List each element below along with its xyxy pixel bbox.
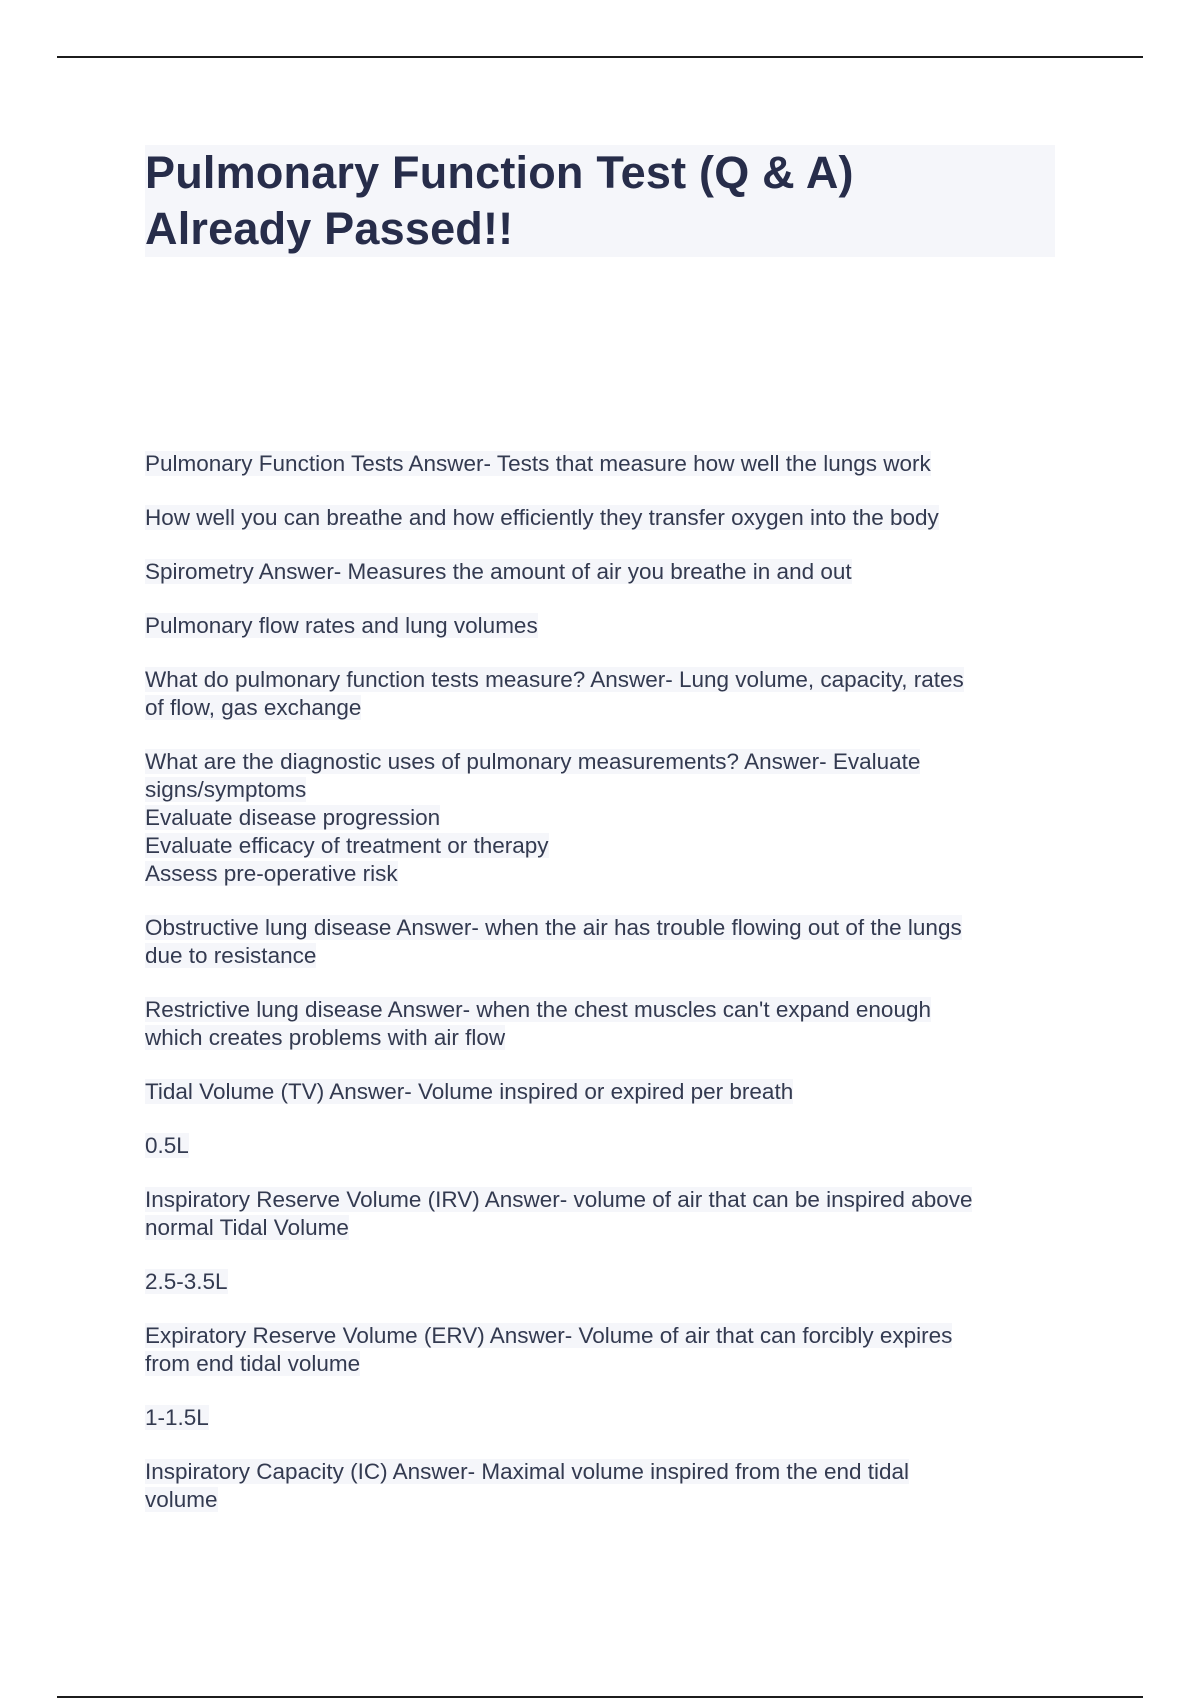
qa-item <box>145 748 1055 888</box>
qa-item <box>145 1268 1055 1296</box>
qa-line: Restrictive lung disease Answer- when the chest muscles can't expand enough <box>145 997 931 1022</box>
title-line: Already Passed!! <box>145 203 514 254</box>
qa-line: Assess pre-operative risk <box>145 861 398 886</box>
qa-content <box>145 450 1055 1540</box>
qa-item <box>145 1132 1055 1160</box>
qa-line: normal Tidal Volume <box>145 1215 349 1240</box>
qa-line: Expiratory Reserve Volume (ERV) Answer- Volume of air that can forcibly expires <box>145 1323 953 1348</box>
qa-line: signs/symptoms <box>145 777 307 802</box>
title-block <box>145 145 1055 257</box>
qa-item <box>145 558 1055 586</box>
qa-item <box>145 1404 1055 1432</box>
qa-line: Obstructive lung disease Answer- when the air has trouble flowing out of the lungs <box>145 915 962 940</box>
qa-line: Spirometry Answer- Measures the amount of air you breathe in and out <box>145 559 852 584</box>
qa-item <box>145 666 1055 722</box>
qa-line: Inspiratory Capacity (IC) Answer- Maximal volume inspired from the end tidal <box>145 1459 910 1484</box>
qa-line: Inspiratory Reserve Volume (IRV) Answer- volume of air that can be inspired above <box>145 1187 973 1212</box>
qa-line: Pulmonary flow rates and lung volumes <box>145 613 538 638</box>
qa-line: of flow, gas exchange <box>145 695 362 720</box>
qa-line: What do pulmonary function tests measure? Answer- Lung volume, capacity, rates <box>145 667 964 692</box>
qa-line: Pulmonary Function Tests Answer- Tests that measure how well the lungs work <box>145 451 931 476</box>
qa-line: 1-1.5L <box>145 1405 209 1430</box>
qa-line: 2.5-3.5L <box>145 1269 228 1294</box>
qa-item <box>145 612 1055 640</box>
bottom-rule <box>57 1696 1143 1698</box>
page-title <box>145 145 1055 257</box>
qa-line: Evaluate efficacy of treatment or therapy <box>145 833 549 858</box>
qa-line: How well you can breathe and how efficiently they transfer oxygen into the body <box>145 505 939 530</box>
qa-item <box>145 1078 1055 1106</box>
qa-item <box>145 504 1055 532</box>
qa-line: Evaluate disease progression <box>145 805 441 830</box>
qa-line: volume <box>145 1487 218 1512</box>
qa-item <box>145 996 1055 1052</box>
qa-line: which creates problems with air flow <box>145 1025 506 1050</box>
qa-item <box>145 914 1055 970</box>
qa-item <box>145 450 1055 478</box>
qa-item <box>145 1458 1055 1514</box>
qa-item <box>145 1186 1055 1242</box>
title-line: Pulmonary Function Test (Q & A) <box>145 147 854 198</box>
top-rule <box>57 56 1143 58</box>
qa-line: from end tidal volume <box>145 1351 361 1376</box>
qa-line: What are the diagnostic uses of pulmonary measurements? Answer- Evaluate <box>145 749 921 774</box>
qa-line: Tidal Volume (TV) Answer- Volume inspired or expired per breath <box>145 1079 794 1104</box>
qa-item <box>145 1322 1055 1378</box>
qa-line: due to resistance <box>145 943 317 968</box>
qa-line: 0.5L <box>145 1133 189 1158</box>
